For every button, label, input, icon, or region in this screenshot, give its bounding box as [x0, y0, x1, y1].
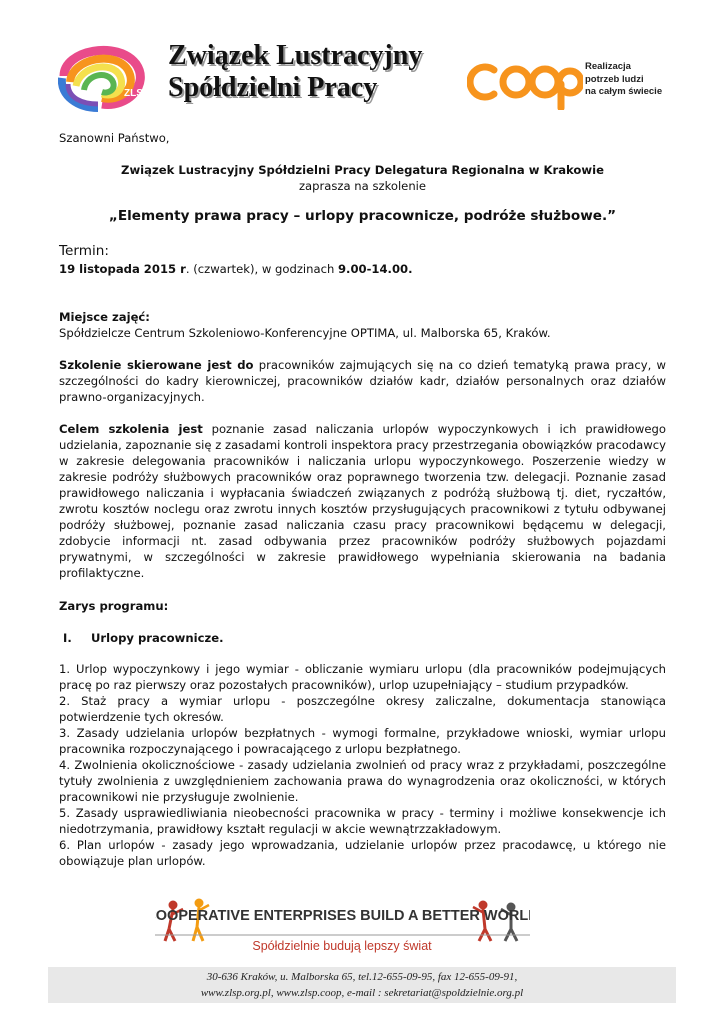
training-title: „Elementy prawa pracy – urlopy pracownicze, podróże służbowe.” [108, 208, 617, 224]
term-day: . (czwartek), w godzinach [185, 262, 338, 276]
coop-tagline-line: na całym świecie [585, 86, 663, 97]
audience-label: Szkolenie skierowane jest do [59, 358, 254, 372]
section-title: Urlopy pracownicze. [91, 631, 224, 645]
audience-paragraph [59, 357, 666, 405]
program-item: 2. Staż pracy a wymiar urlopu - poszczególne okresy zaliczalne, dokumentacja stanowiąca potwierdzenie tych okresów. [59, 694, 666, 724]
greeting: Szanowni Państwo, [59, 131, 170, 145]
invitation-text: zaprasza na szkolenie [298, 179, 427, 193]
banner-english-text: COOPERATIVE ENTERPRISES BUILD A BETTER WORLD [155, 908, 530, 924]
place-label-text: Miejsce zajęć: [59, 310, 150, 324]
organizer-name: Związek Lustracyjny Spółdzielni Pracy Delegatura Regionalna w Krakowie [121, 163, 604, 177]
place-label [59, 309, 150, 325]
organization-title [168, 40, 422, 104]
program-item: 4. Zwolnienia okolicznościowe - zasady udzielania zwolnień od pracy wraz z przykładami, poszczególne tytuły zwolnienia z uwzględnieniem zachowania prawa do wynagrodzenia oraz okoliczności, w których pracownikowi nie przysługuje zwolnienie. [59, 758, 666, 804]
coop-tagline-line: Realizacja [585, 61, 631, 72]
term-label: Termin: [59, 243, 109, 259]
program-item: 3. Zasady udzielania urlopów bezpłatnych - wymogi formalne, przykładowe wnioski, wymiar urlopu pracownika rozpoczynającego i powracającego z urlopu bezpłatnego. [59, 726, 666, 756]
organization-title-line-1: Związek Lustracyjny [168, 40, 423, 71]
coop-logo-text: coop [469, 109, 472, 110]
footer [48, 967, 676, 1003]
goal-label: Celem szkolenia jest [59, 422, 203, 436]
section-number: I. [63, 631, 72, 645]
organization-title-line-2: Spółdzielni Pracy [168, 72, 378, 103]
place-value: Spółdzielcze Centrum Szkoleniowo-Konferencyjne OPTIMA, ul. Malborska 65, Kraków. [59, 326, 551, 340]
zlsp-logo [58, 38, 154, 112]
audience-text: pracowników zajmujących się na co dzień tematyką prawa pracy, w szczególności do kadry kierowniczej, pracowników działów kadr, działów personalnych oraz działów prawno-organizacyjnych. [59, 358, 667, 404]
zlsp-logo-text: ZLSP [124, 88, 150, 99]
program-item: 5. Zasady usprawiedliwiania nieobecności pracownika w pracy - terminy i możliwe konsekwencje ich niedotrzymania, prawidłowy kształt regulacji w akcie wewnątrzzakładowym. [59, 806, 666, 836]
section-heading [63, 630, 224, 646]
footer-address: 30-636 Kraków, u. Malborska 65, tel.12-655-09-95, fax 12-655-09-91, [206, 971, 518, 983]
coop-tagline [585, 61, 662, 99]
program-item: 1. Urlop wypoczynkowy i jego wymiar - obliczanie wymiaru urlopu (dla pracowników podejmujących pracę po raz pierwszy oraz pozostałych pracowników), urlop uzupełniający – studium przypadków. [59, 662, 666, 692]
program-label-text: Zarys programu: [59, 599, 169, 613]
term-line [59, 261, 412, 277]
coop-tagline-line: potrzeb ludzi [585, 73, 644, 85]
coop-logo [467, 52, 583, 110]
program-item: 6. Plan urlopów - zasady jego wprowadzania, udzielanie urlopów przez pracodawcę, u którego nie obowiązuje plan urlopów. [59, 838, 666, 868]
program-label [59, 598, 168, 614]
organizer-line [59, 162, 666, 178]
goal-paragraph [59, 421, 666, 581]
term-hours: 9.00-14.00. [337, 262, 413, 276]
footer-contacts: www.zlsp.org.pl, www.zlsp.coop, e-mail : sekretariat@spoldzielnie.org.pl [200, 987, 524, 999]
term-date: 19 listopada 2015 r [59, 262, 186, 276]
cooperative-banner [155, 895, 530, 957]
goal-text: poznanie zasad naliczania urlopów wypoczynkowych i ich prawidłowego udzielania, zapoznanie się z zasadami kontroli inspektora pracy przestrzegania obowiązków pracodawcy w zakresie delegowania pracowników i naliczania urlopu wypoczynkowego. Poszerzenie wiedzy w zakresie podróży służbowych pracowników oraz poprawnego tworzenia tzw. delegacji. Poznanie zasad prawidłowego naliczania i wypłacania świadczeń związanych z podróżą służbową tj. diet, ryczałtów, zwrotu kosztów noclegu oraz zwrotu innych kosztów przysługujących pracownikowi z tytułu odbywanej podróży służbowej, poznanie zasad naliczania czasu pracy pracownikowi będącemu w delegacji, zdobycie informacji nt. zasad odbywania przez pracowników podróży służbowych pojazdami prywatnymi, w szczególności w zakresie prawidłowego wypełniania skierowania na badania profilaktyczne. [59, 422, 666, 580]
banner-polish-text: Spółdzielnie budują lepszy świat [252, 939, 432, 953]
program-list [59, 661, 666, 869]
